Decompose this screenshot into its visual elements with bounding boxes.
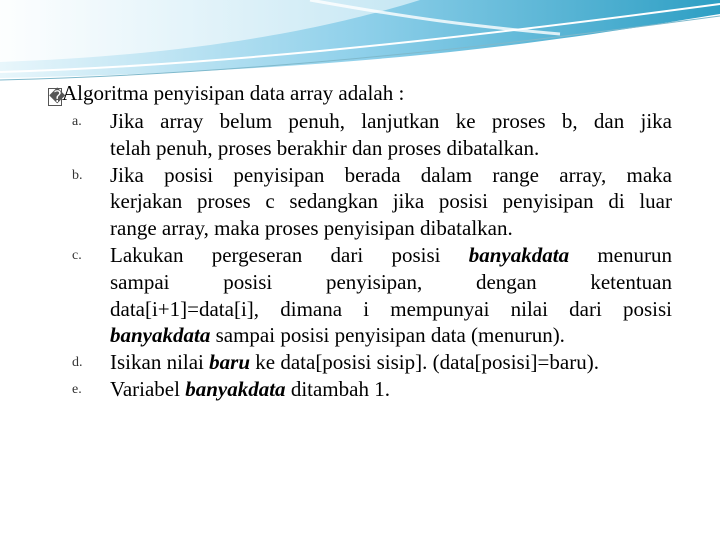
item-text-line	[110, 242, 672, 269]
item-marker: d.	[72, 355, 83, 371]
list-item-d	[72, 349, 672, 376]
intro-line	[48, 78, 672, 108]
keyword-banyakdata: banyakdata	[185, 376, 286, 401]
list-item-c	[72, 242, 672, 349]
item-marker: c.	[72, 247, 82, 263]
decorative-wave-banner	[0, 0, 720, 90]
item-text-line: sampai posisi penyisipan, dengan ketentuan	[110, 269, 672, 294]
keyword-banyakdata: banyakdata	[110, 323, 211, 348]
text-run: ke data[posisi sisip]. (data[posisi]=baru).	[250, 350, 599, 375]
text-run: menurun	[569, 242, 672, 267]
item-text-line: Jika array belum penuh, lanjutkan ke proses b, dan jika	[110, 109, 672, 133]
item-text-line	[110, 349, 672, 376]
item-marker: e.	[72, 381, 82, 397]
item-text-line	[110, 322, 672, 349]
text-run: Isikan nilai	[110, 350, 210, 375]
item-marker: a.	[72, 114, 82, 129]
item-text-line: telah penuh, proses berakhir dan proses dibatalkan.	[110, 135, 540, 160]
bullet-glyph: �	[49, 87, 66, 106]
item-text-line: kerjakan proses c sedangkan jika posisi penyisipan di luar	[110, 189, 672, 214]
item-marker: b.	[72, 167, 83, 183]
item-text-line: range array, maka proses penyisipan dibatalkan.	[110, 216, 513, 241]
text-run: Lakukan pergeseran dari posisi	[110, 242, 469, 267]
list-item-a	[72, 108, 672, 162]
keyword-banyakdata: banyakdata	[468, 242, 570, 267]
slide-body	[48, 78, 672, 403]
item-text-line: Jika posisi penyisipan berada dalam range array, maka	[110, 162, 672, 187]
text-run: Variabel	[110, 376, 186, 401]
text-run: sampai posisi penyisipan data (menurun).	[210, 323, 565, 348]
list-item-b	[72, 162, 672, 242]
item-text-line: data[i+1]=data[i], dimana i mempunyai nilai dari posisi	[110, 296, 672, 321]
list-item-e	[72, 376, 672, 403]
keyword-baru: baru	[209, 350, 251, 375]
intro-text: Algoritma penyisipan data array adalah :	[62, 81, 405, 105]
text-run: ditambah 1.	[285, 376, 390, 401]
item-text-line	[110, 376, 672, 403]
